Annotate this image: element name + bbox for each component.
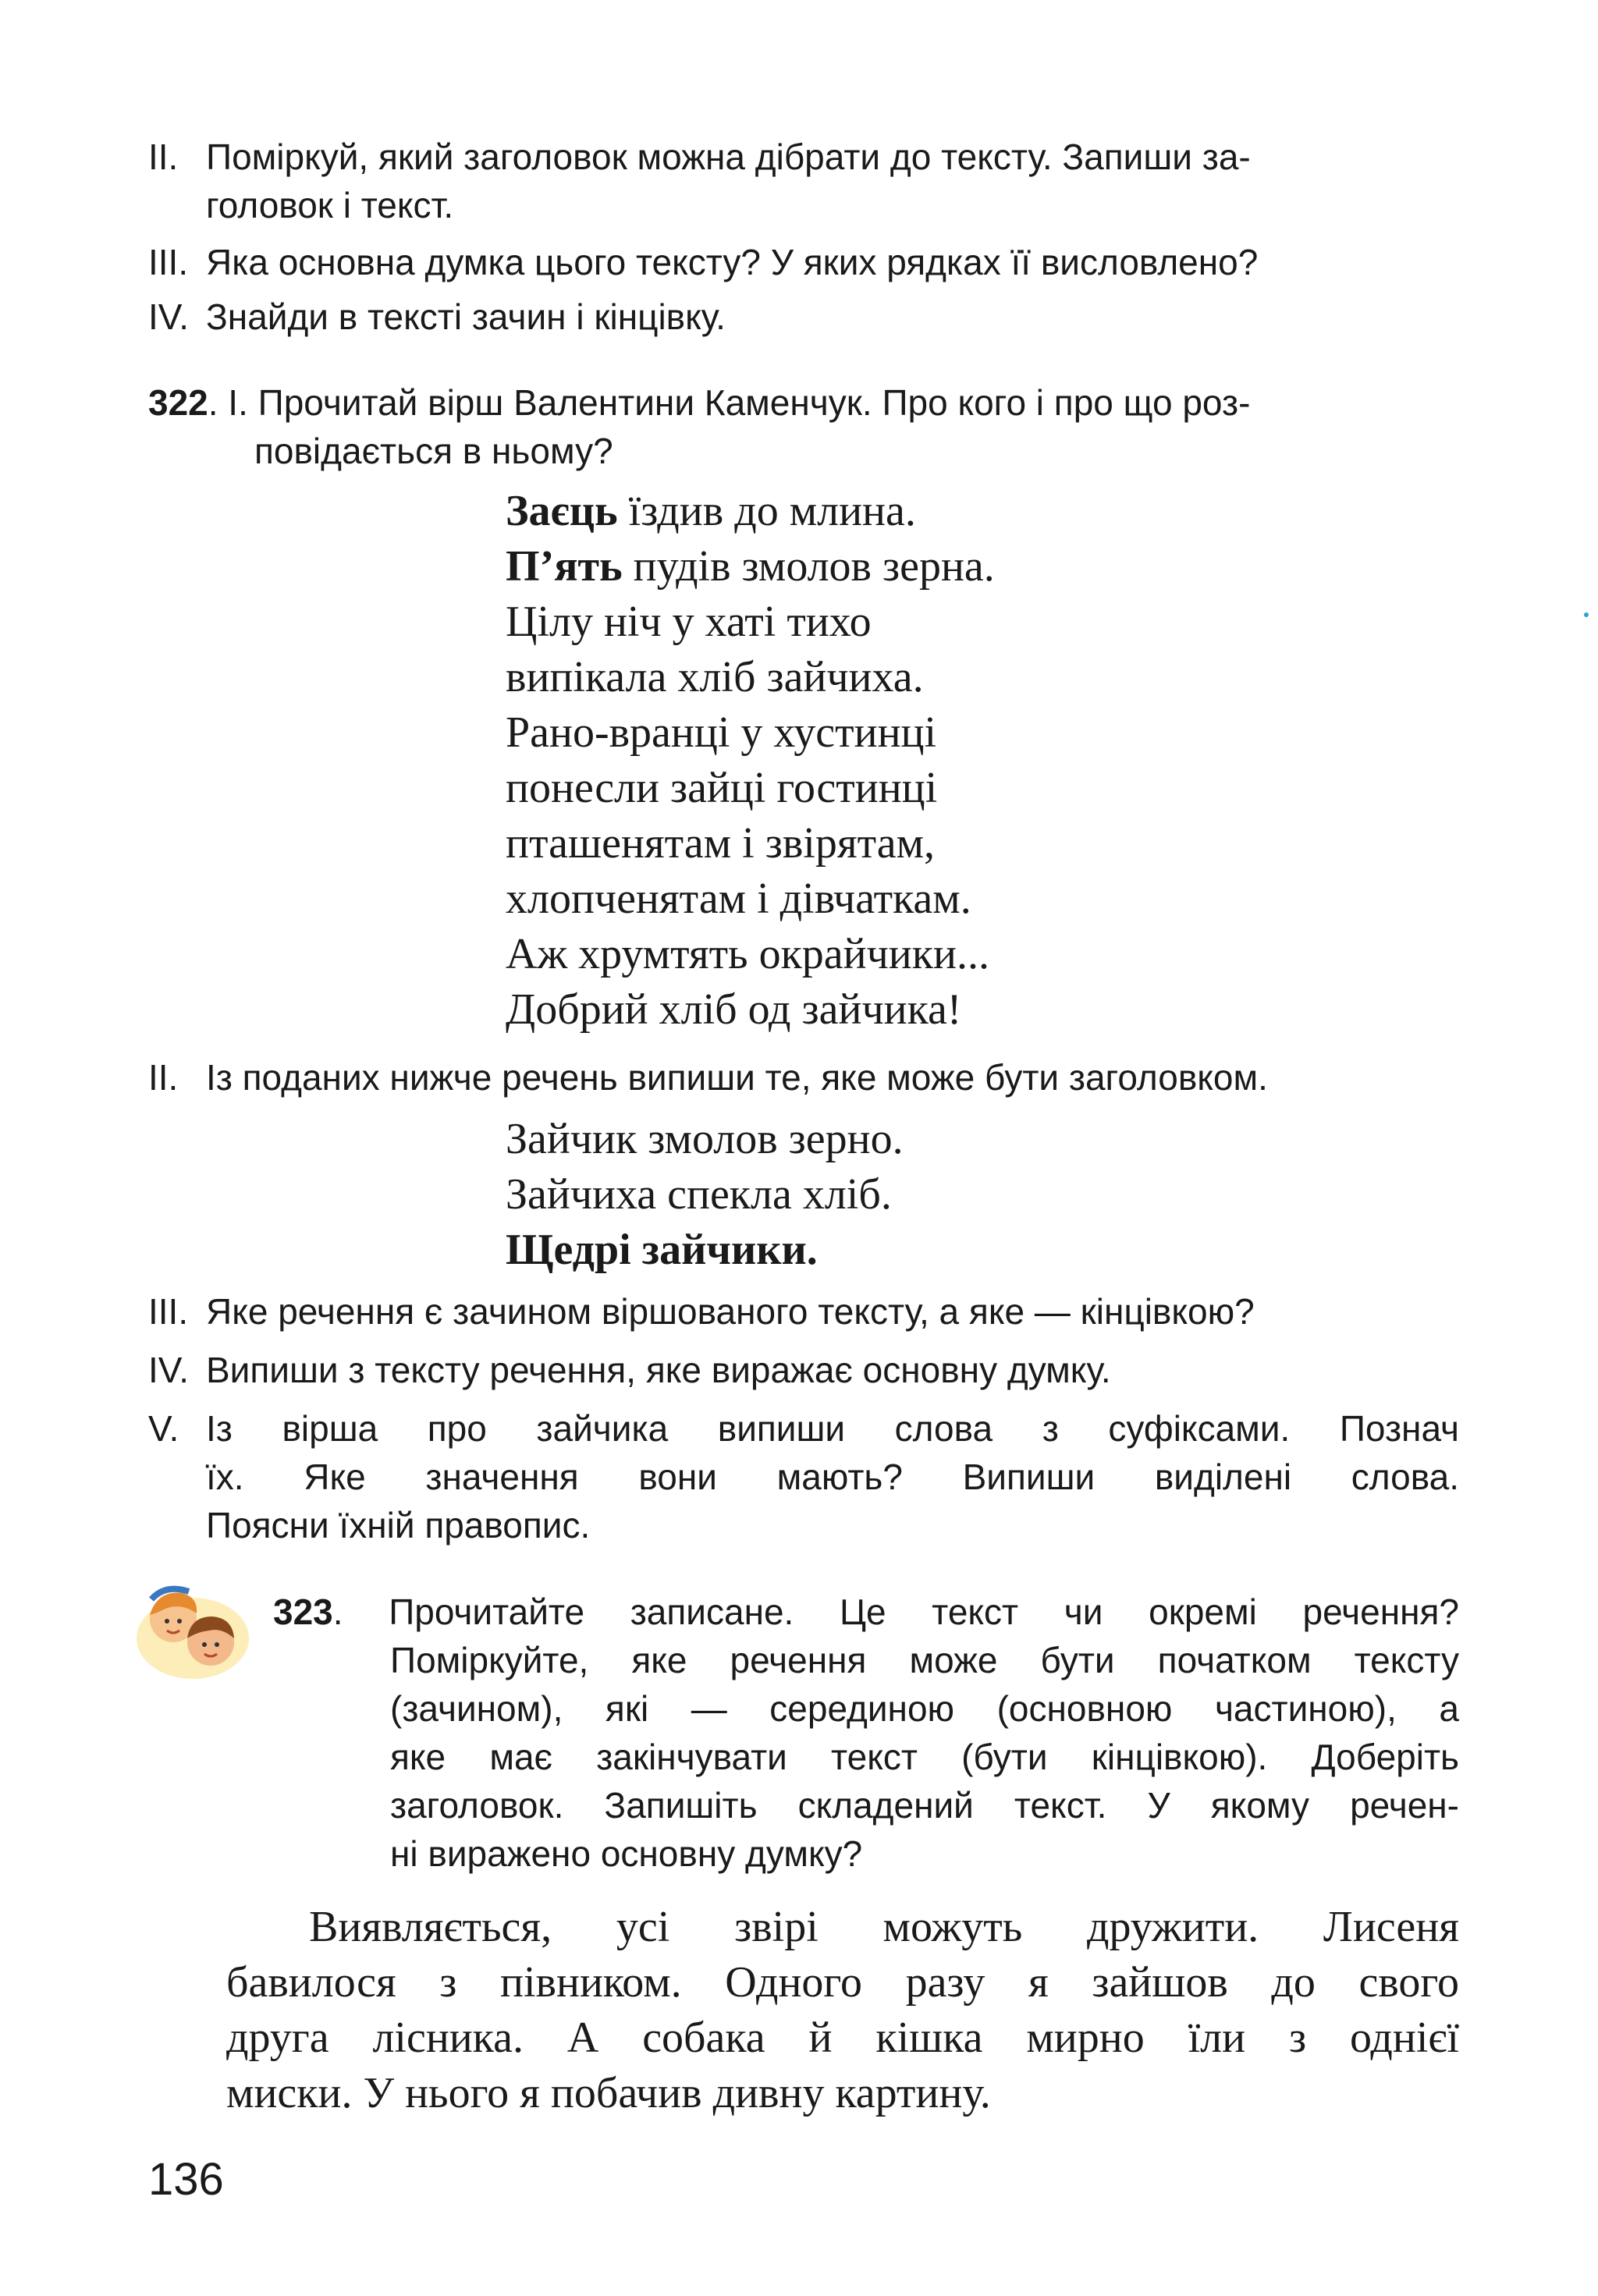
task-text: заголовок. Запишіть складений текст. У якому речен- [390,1785,1459,1826]
task-text: головок і текст. [206,185,454,225]
roman-numeral: III. [148,242,189,282]
page-number: 136 [148,2154,224,2205]
poem-line: випікала хліб зайчиха. [506,653,924,701]
highlighted-word: Заєць [506,487,618,535]
task-321-ii [148,133,1459,229]
task-321-iii [148,238,1459,286]
task-text: Поясни їхній правопис. [206,1505,591,1545]
poem [506,484,995,1038]
task-text: . І. Прочитай вірш Валентини Каменчук. Про кого і про що роз- [208,382,1251,423]
roman-numeral: IV. [148,296,190,337]
poem-line: Цілу ніч у хаті тихо [506,598,872,646]
poem-line: Заєць їздив до млина. [506,487,916,535]
task-322-iii [148,1287,1459,1336]
task-text: Із вірша про зайчика випиши слова з суфіксами. Познач [206,1408,1459,1449]
task-text: Поміркуйте, яке речення може бути початком тексту [390,1640,1459,1680]
task-322-v [148,1404,1459,1549]
title-option: Зайчиха спекла хліб. [506,1170,892,1219]
task-text: Поміркуй, який заголовок можна дібрати до тексту. Запиши за- [206,137,1251,177]
roman-numeral: II. [148,137,179,177]
poem-line: пташенятам і звірятам, [506,819,936,868]
children-faces-icon [134,1576,251,1685]
title-options [506,1112,904,1278]
task-number: 322 [148,382,208,423]
task-text: ні виражено основну думку? [390,1833,863,1874]
roman-numeral: II. [148,1057,179,1098]
poem-line: Аж хрумтять окрайчики... [506,930,989,978]
exercise-text [226,1900,1459,2121]
task-text: Яке речення є зачином віршованого тексту, а яке — кінцівкою? [206,1291,1255,1332]
task-text: (зачином), які — серединою (основною частиною), а [390,1688,1459,1729]
roman-numeral: III. [148,1291,189,1332]
task-323 [273,1588,1459,1878]
task-322-ii [148,1053,1459,1102]
roman-numeral: V. [148,1408,179,1449]
task-number: 323 [273,1592,333,1632]
prose-line: бавилося з півником. Одного разу я зайшов до свого [226,1958,1459,2007]
poem-line: П’ять пудів змолов зерна. [506,542,995,591]
poem-line: Добрий хліб од зайчика! [506,985,962,1034]
roman-numeral: IV. [148,1350,190,1390]
task-322-i [148,378,1459,475]
prose-line: друга лісника. А собака й кішка мирно їли з однієї [226,2014,1459,2062]
prose-line: миски. У нього я побачив дивну картину. [226,2069,991,2117]
highlighted-word: П’ять [506,542,623,591]
task-text: Знайди в тексті зачин і кінцівку. [206,296,726,337]
task-text: повідається в ньому? [254,431,613,471]
task-322-iv [148,1346,1459,1394]
decorative-dot [1584,612,1589,617]
title-option: Щедрі зайчики. [506,1226,818,1274]
task-text: яке має закінчувати текст (бути кінцівкою). Доберіть [390,1737,1459,1777]
task-text: Випиши з тексту речення, яке виражає основну думку. [206,1350,1111,1390]
task-text: . Прочитайте записане. Це текст чи окремі речення? [332,1592,1459,1632]
task-text: Яка основна думка цього тексту? У яких рядках її висловлено? [206,242,1259,282]
task-text: їх. Яке значення вони мають? Випиши виділені слова. [206,1457,1459,1497]
title-option: Зайчик змолов зерно. [506,1115,904,1163]
task-321-iv [148,293,1459,341]
poem-line: понесли зайці гостинці [506,764,938,812]
prose-line: Виявляється, усі звірі можуть дружити. Лисеня [309,1903,1459,1951]
poem-line: Рано-вранці у хустинці [506,708,937,757]
task-text: Із поданих нижче речень випиши те, яке може бути заголовком. [206,1057,1268,1098]
poem-line: хлопченятам і дівчаткам. [506,875,971,923]
